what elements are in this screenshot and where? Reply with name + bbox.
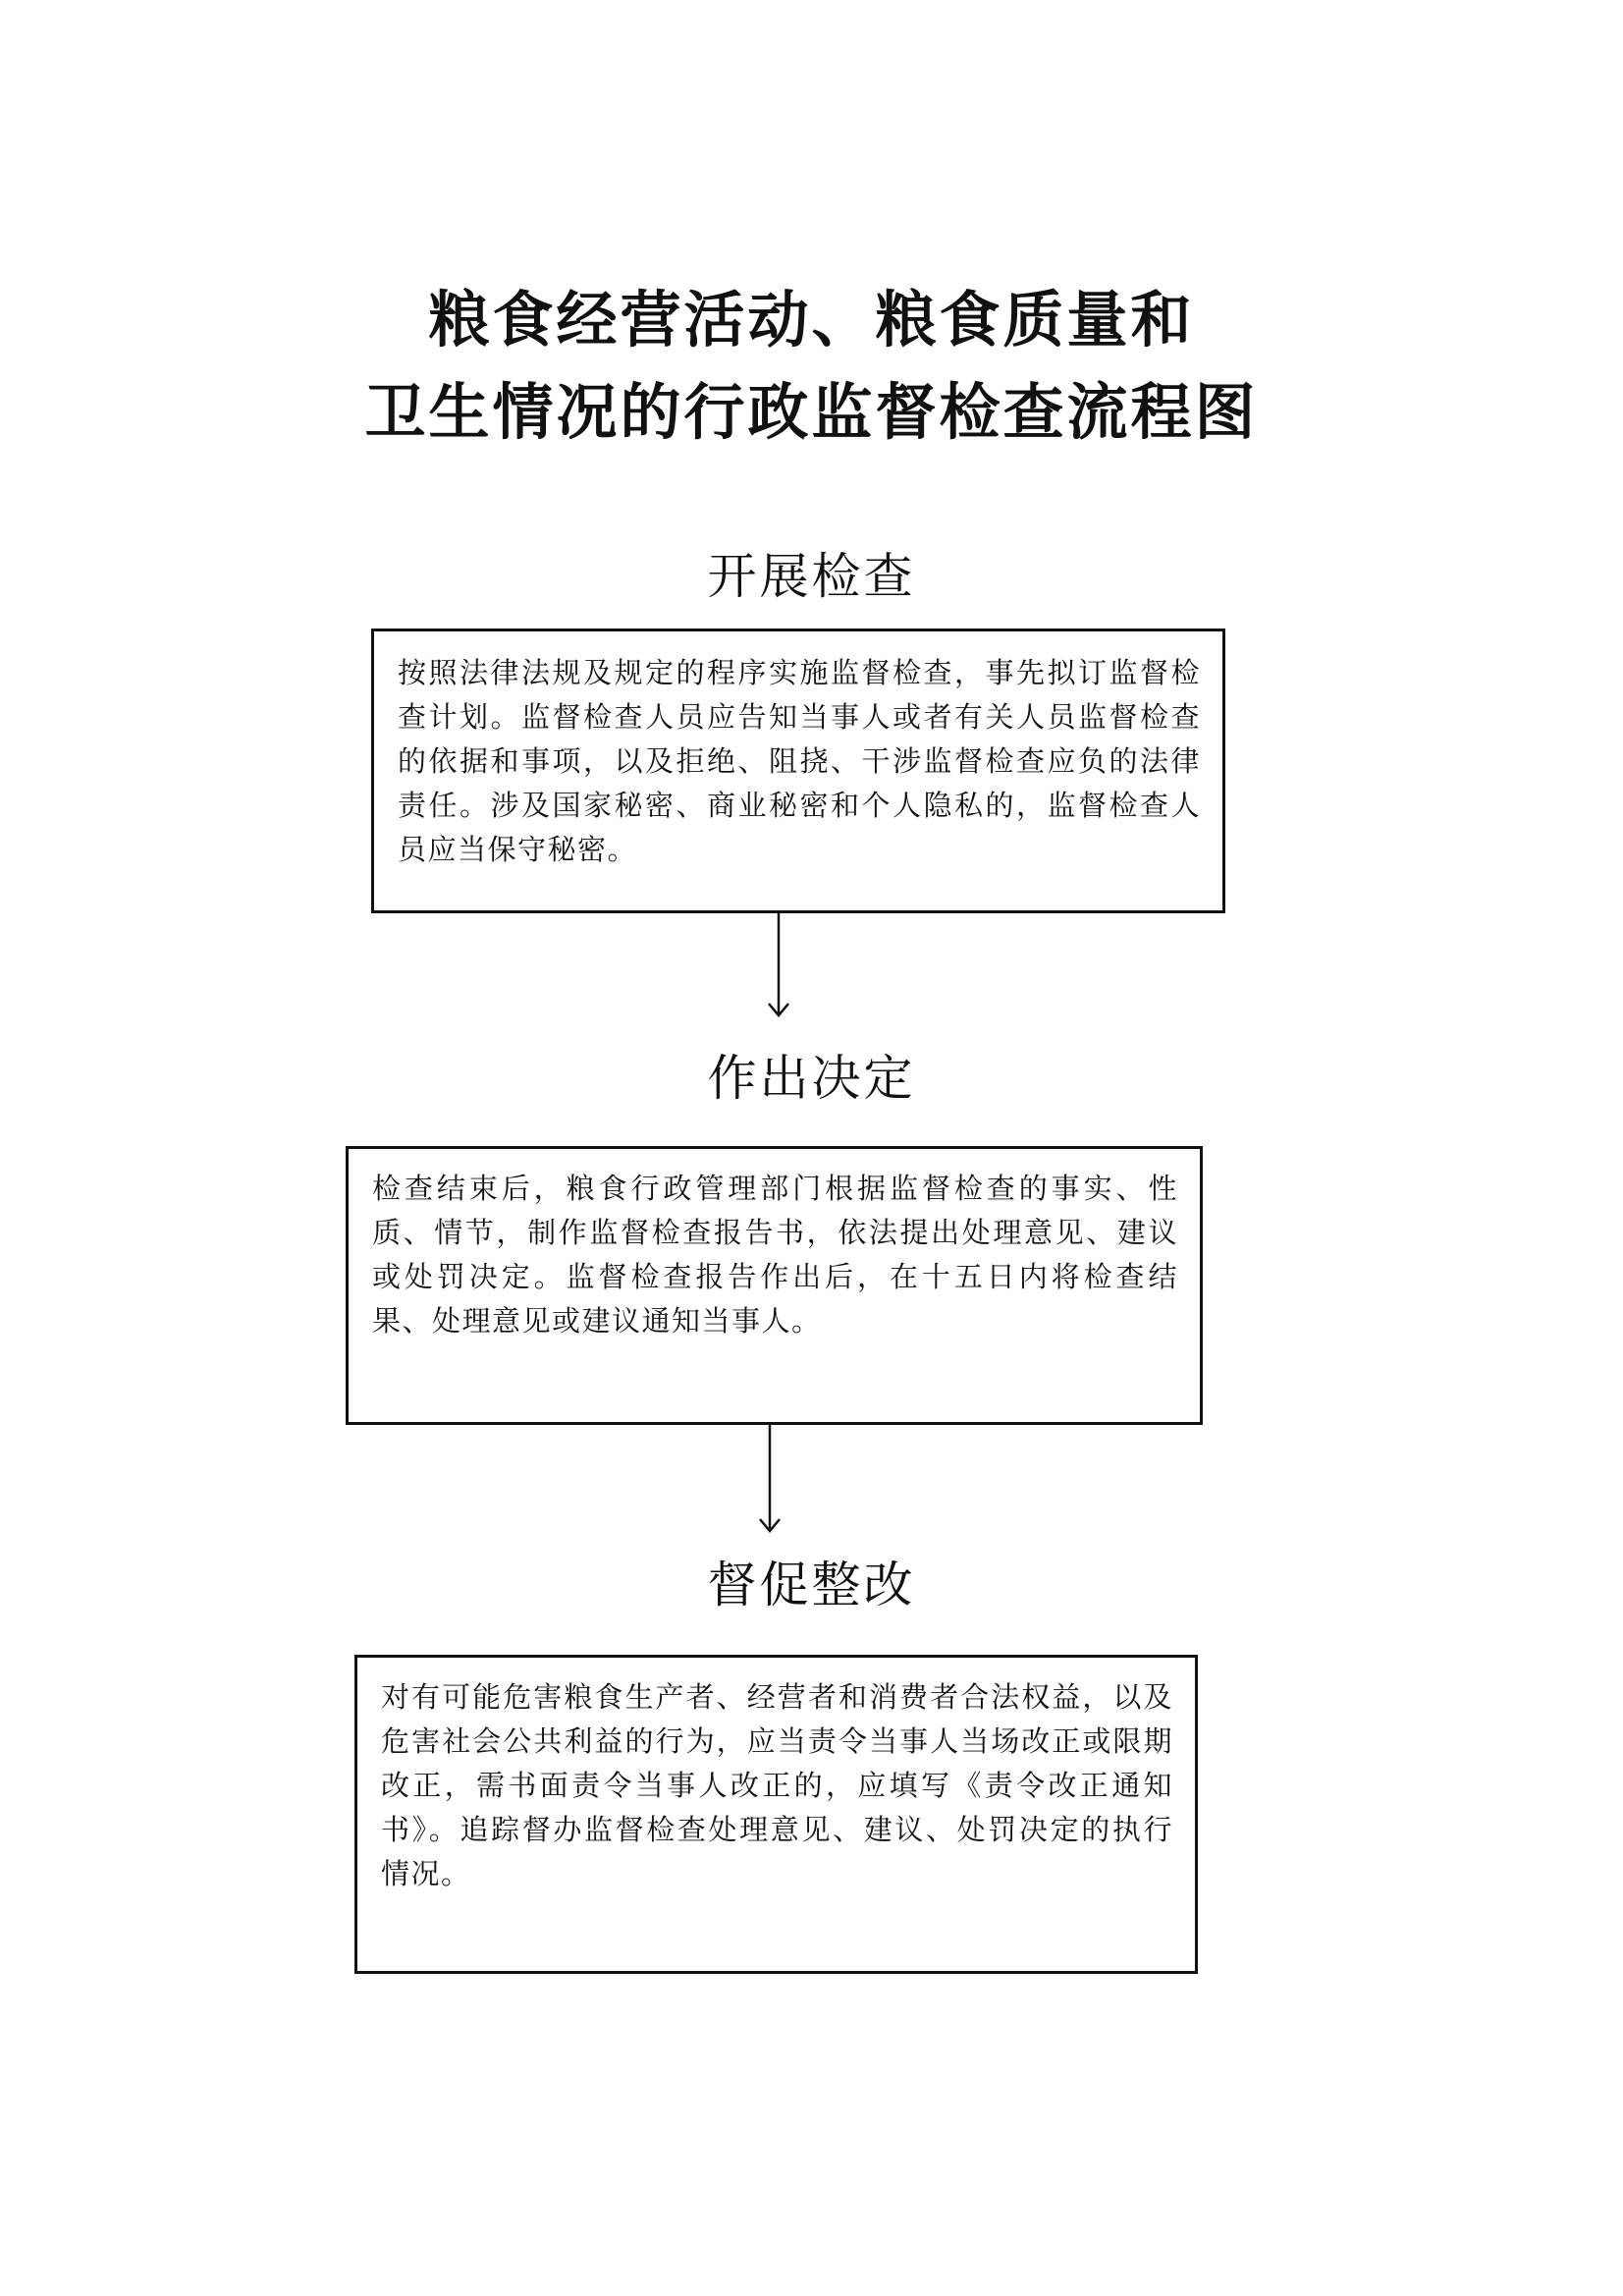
down-arrow-icon (759, 913, 798, 1017)
step-box-decision (346, 1146, 1203, 1425)
step-title-rectification: 督促整改 (707, 1557, 916, 1613)
step-text-inspection: 按照法律法规及规定的程序实施监督检查，事先拟订监督检查计划。监督检查人员应告知当事人或者有关人员监督检查的依据和事项，以及拒绝、阻挠、干涉监督检查应负的法律责任。涉及国家秘密、商业秘密和个人隐私的，监督检查人员应当保守秘密。 (398, 656, 1201, 866)
down-arrow-icon (750, 1425, 789, 1533)
step-title-decision: 作出决定 (707, 1050, 916, 1107)
page-title-line-2: 卫生情况的行政监督检查流程图 (364, 376, 1259, 448)
step-title-inspection: 开展检查 (707, 548, 916, 605)
step-box-rectification (354, 1655, 1198, 1974)
step-box-inspection (371, 629, 1225, 913)
step-text-rectification: 对有可能危害粮食生产者、经营者和消费者合法权益，以及危害社会公共利益的行为，应当责令当事人当场改正或限期改正，需书面责令当事人改正的，应填写《责令改正通知书》。追踪督办监督检查处理意见、建议、处罚决定的执行情况。 (381, 1680, 1173, 1890)
page-title-line-1: 粮食经营活动、粮食质量和 (428, 284, 1195, 355)
step-text-decision: 检查结束后，粮食行政管理部门根据监督检查的事实、性质、情节，制作监督检查报告书，依法提出处理意见、建议或处罚决定。监督检查报告作出后，在十五日内将检查结果、处理意见或建议通知当事人。 (372, 1172, 1178, 1338)
